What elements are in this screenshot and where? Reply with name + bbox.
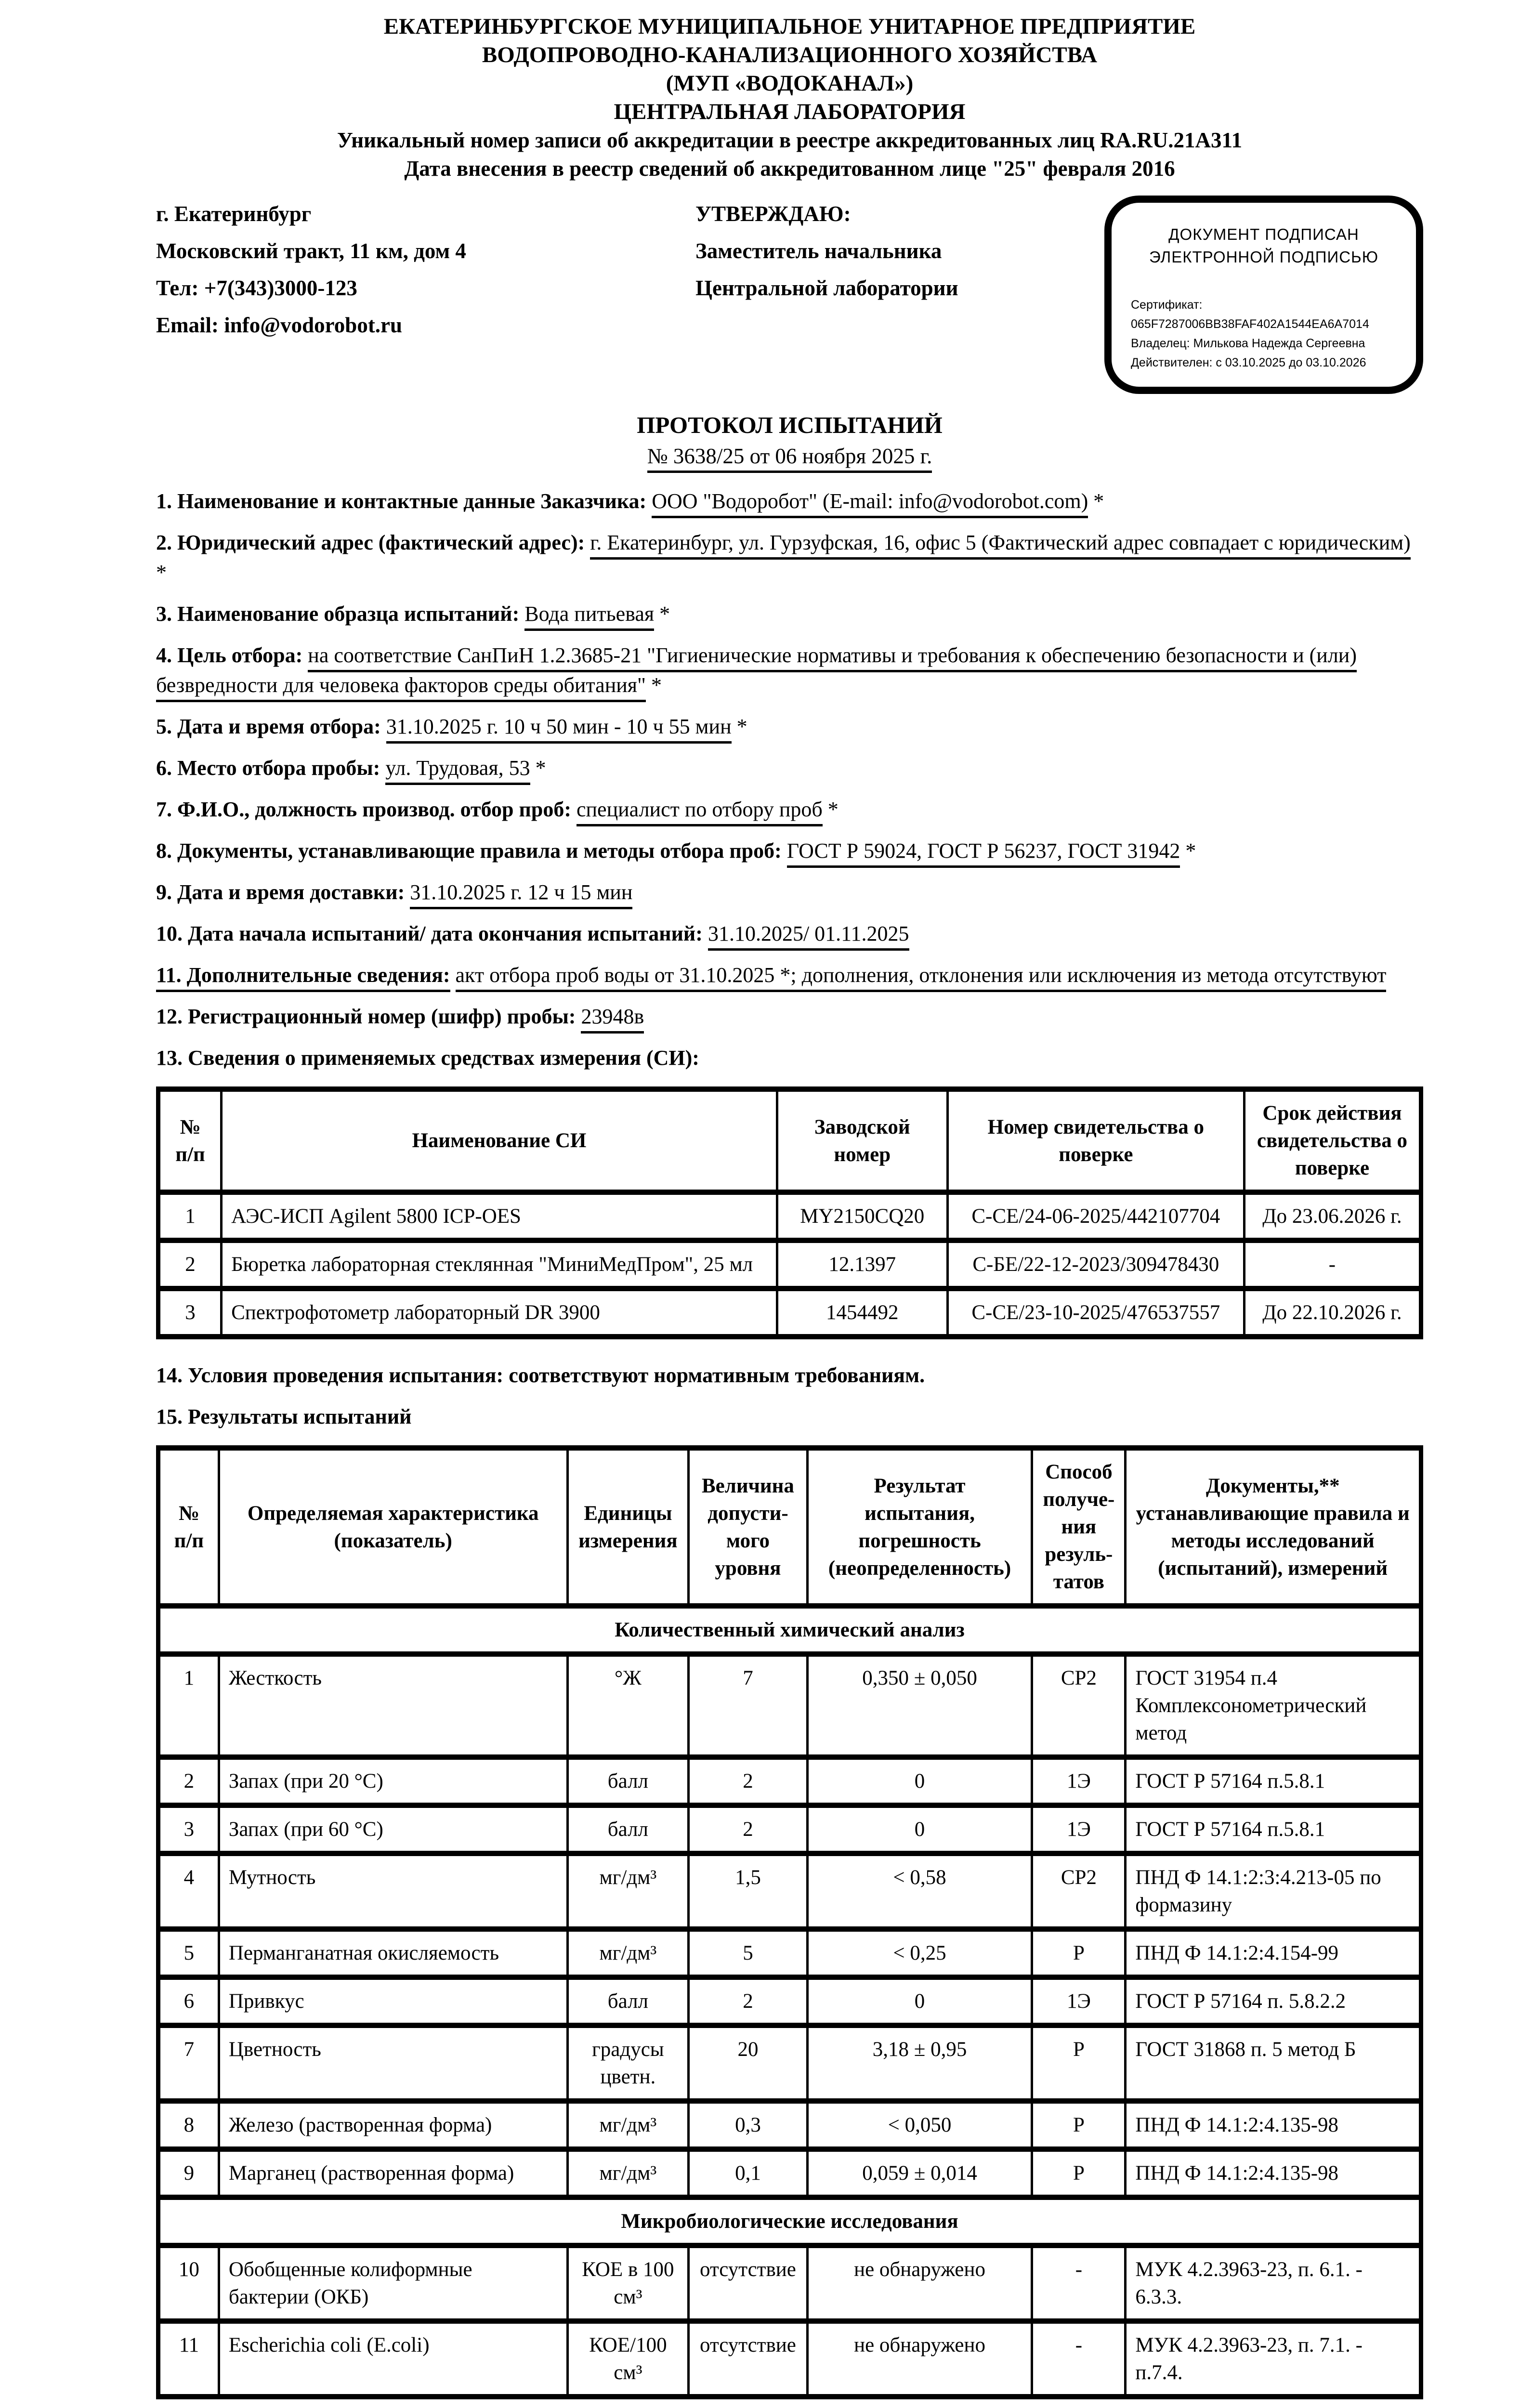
table-cell: балл [567,1806,689,1854]
column-header: Определяемая характеристика (показатель) [219,1448,567,1606]
table-cell: МУК 4.2.3963-23, п. 6.1. - 6.3.3. [1126,2246,1421,2321]
numbered-item [156,795,1423,824]
item-label: 5. Дата и время отбора: [156,715,381,738]
asterisk: * [822,798,839,821]
table-cell: 0 [807,1806,1032,1854]
asterisk: * [1180,839,1196,863]
item-value: ООО "Водоробот" (E-mail: info@vodorobot.com) [652,489,1088,518]
numbered-item [156,753,1423,783]
numbered-item [156,712,1423,742]
table-cell: Escherichia coli (E.coli) [219,2321,567,2397]
table-cell: отсутствие [689,2321,807,2397]
table-cell: градусы цветн. [567,2026,689,2101]
header-row [158,1448,1421,1606]
table-cell: СР2 [1032,1854,1126,1929]
title-block [156,410,1423,472]
org-name-line-2: ВОДОПРОВОДНО-КАНАЛИЗАЦИОННОГО ХОЗЯЙСТВА [482,42,1098,67]
table-cell: Бюретка лабораторная стеклянная "МиниМедПром", 25 мл [222,1241,777,1289]
section-row [158,2198,1421,2246]
contact-email: Email: info@vodorobot.ru [156,313,403,337]
table-cell: не обнаружено [807,2321,1032,2397]
table-cell: - [1032,2246,1126,2321]
table-cell: - [1244,1241,1421,1289]
top-info-row [156,196,1423,394]
table-cell: < 0,58 [807,1854,1032,1929]
item-value: 31.10.2025/ 01.11.2025 [708,922,909,951]
table-cell: Запах (при 20 °С) [219,1757,567,1806]
table-cell: Марганец (растворенная форма) [219,2149,567,2198]
table-cell: 4 [158,1854,219,1929]
table-cell: Обобщенные колиформные бактерии (ОКБ) [219,2246,567,2321]
table-row [158,1192,1421,1241]
column-header: Срок действия свидетельства о поверке [1244,1089,1421,1192]
item-value: г. Екатеринбург, ул. Гурзуфская, 16, офис 5 (Фактический адрес совпадает с юридическим) [590,531,1410,560]
table-cell: ПНД Ф 14.1:2:4.135-98 [1126,2149,1421,2198]
table-cell: 1Э [1032,1757,1126,1806]
table-cell: 0,3 [689,2101,807,2149]
column-header: Единицы измерения [567,1448,689,1606]
contact-city: г. Екатеринбург [156,202,312,226]
table-cell: 10 [158,2246,219,2321]
stamp-certificate: Сертификат: 065F7287006BB38FAF402A1544EA6A7014 [1131,298,1369,331]
numbered-item [156,836,1423,866]
asterisk: * [156,561,167,584]
asterisk: * [654,602,670,626]
table-cell: 1 [158,1654,219,1757]
approval-block [695,196,1061,307]
table-cell: 12.1397 [777,1241,947,1289]
numbered-item [156,1043,1423,1073]
item-label: 12. Регистрационный номер (шифр) пробы: [156,1005,576,1028]
si-table [156,1086,1423,1339]
item-label: 6. Место отбора пробы: [156,756,380,780]
stamp-title-line-1: ДОКУМЕНТ ПОДПИСАН [1168,225,1359,243]
item-value: ул. Трудовая, 53 [385,756,530,785]
item-label: 7. Ф.И.О., должность производ. отбор проб: [156,798,571,821]
table-cell: 2 [158,1757,219,1806]
table-cell: 20 [689,2026,807,2101]
header-row [158,1089,1421,1192]
table-cell: ПНД Ф 14.1:2:4.135-98 [1126,2101,1421,2149]
results-table-body [158,1606,1421,2397]
table-cell: Р [1032,2026,1126,2101]
table-cell: 0,059 ± 0,014 [807,2149,1032,2198]
asterisk: * [731,715,747,738]
table-cell: Жесткость [219,1654,567,1757]
item-value: на соответствие СанПиН 1.2.3685-21 "Гигиенические нормативы и требования к обеспечению безопасности и (или) безвредности для человека факторов среды обитания" [156,643,1357,702]
item-value: 31.10.2025 г. 10 ч 50 мин - 10 ч 55 мин [386,715,732,744]
table-cell: 8 [158,2101,219,2149]
table-cell: До 22.10.2026 г. [1244,1289,1421,1337]
asterisk: * [1088,489,1104,513]
item-label: 9. Дата и время доставки: [156,880,405,904]
table-cell: < 0,25 [807,1929,1032,1977]
item-label: 13. Сведения о применяемых средствах измерения (СИ): [156,1046,699,1070]
table-row [158,1977,1421,2026]
table-cell: 3 [158,1289,222,1337]
table-cell: 1,5 [689,1854,807,1929]
table-cell: ГОСТ 31954 п.4 Комплексонометрический метод [1126,1654,1421,1757]
table-cell: ГОСТ Р 57164 п.5.8.1 [1126,1806,1421,1854]
table-cell: °Ж [567,1654,689,1757]
table-cell: мг/дм³ [567,2101,689,2149]
item-value: Вода питьевая [524,602,654,631]
column-header: Документы,** устанавливающие правила и методы исследований (испытаний), измерений [1126,1448,1421,1606]
table-cell: СР2 [1032,1654,1126,1757]
table-row [158,1241,1421,1289]
table-cell: мг/дм³ [567,2149,689,2198]
item-label: 2. Юридический адрес (фактический адрес): [156,531,585,554]
accreditation-line-1: Уникальный номер записи об аккредитации в реестре аккредитованных лиц RA.RU.21A311 [337,128,1243,152]
table-cell: 11 [158,2321,219,2397]
results-table-head [158,1448,1421,1606]
table-cell: 6 [158,1977,219,2026]
item-label: 15. Результаты испытаний [156,1405,412,1428]
table-cell: 2 [689,1977,807,2026]
table-cell: 3,18 ± 0,95 [807,2026,1032,2101]
table-cell: 0,1 [689,2149,807,2198]
column-header: № п/п [158,1448,219,1606]
table-cell: - [1032,2321,1126,2397]
table-cell: 1Э [1032,1977,1126,2026]
table-row [158,2026,1421,2101]
table-cell: Железо (растворенная форма) [219,2101,567,2149]
asterisk: * [530,756,546,780]
table-cell: 3 [158,1806,219,1854]
approval-title: УТВЕРЖДАЮ: [695,202,851,226]
section-title: Микробиологические исследования [158,2198,1421,2246]
table-cell: 7 [158,2026,219,2101]
table-cell: Цветность [219,2026,567,2101]
protocol-number: № 3638/25 от 06 ноября 2025 г. [156,440,1423,472]
laboratory-contact-block [156,196,695,344]
column-header: Величина допусти-мого уровня [689,1448,807,1606]
table-row [158,2246,1421,2321]
table-cell: МУК 4.2.3963-23, п. 7.1. - п.7.4. [1126,2321,1421,2397]
table-cell: С-СЕ/23-10-2025/476537557 [947,1289,1244,1337]
org-name-line-4: ЦЕНТРАЛЬНАЯ ЛАБОРАТОРИЯ [614,99,966,124]
table-row [158,2321,1421,2397]
numbered-item [156,641,1423,700]
column-header: Наименование СИ [222,1089,777,1192]
table-row [158,1929,1421,1977]
accreditation-line-2: Дата внесения в реестр сведений об аккредитованном лице "25" февраля 2016 [404,157,1175,181]
table-cell: КОЕ в 100 см³ [567,2246,689,2321]
electronic-signature-stamp [1104,196,1423,394]
item-label: 1. Наименование и контактные данные Заказчика: [156,489,647,513]
org-name-line-3: (МУП «ВОДОКАНАЛ») [666,71,914,96]
stamp-details [1131,295,1397,372]
table-cell: До 23.06.2026 г. [1244,1192,1421,1241]
stamp-owner: Владелец: Милькова Надежда Сергеевна [1131,337,1365,350]
item-label: 3. Наименование образца испытаний: [156,602,520,626]
table-cell: MY2150CQ20 [777,1192,947,1241]
item-label: 4. Цель отбора: [156,643,303,667]
table-cell: < 0,050 [807,2101,1032,2149]
table-cell: 0,350 ± 0,050 [807,1654,1032,1757]
contact-phone: Тел: +7(343)3000-123 [156,276,357,300]
numbered-item [156,877,1423,907]
numbered-item [156,599,1423,629]
table-row [158,1289,1421,1337]
table-row [158,1854,1421,1929]
table-cell: 0 [807,1757,1032,1806]
table-cell: 1454492 [777,1289,947,1337]
table-cell: 1Э [1032,1806,1126,1854]
table-cell: 5 [689,1929,807,1977]
table-cell: С-СЕ/24-06-2025/442107704 [947,1192,1244,1241]
table-cell: 2 [689,1806,807,1854]
table-cell: 7 [689,1654,807,1757]
item-label: 11. Дополнительные сведения: [156,963,450,992]
table-cell: 2 [158,1241,222,1289]
items-section-top [156,486,1423,1073]
table-cell: мг/дм³ [567,1854,689,1929]
numbered-item [156,960,1423,990]
protocol-title: ПРОТОКОЛ ИСПЫТАНИЙ [637,412,943,438]
column-header: Способ получе-ния резуль-татов [1032,1448,1126,1606]
stamp-title-line-2: ЭЛЕКТРОННОЙ ПОДПИСЬЮ [1149,248,1379,266]
table-cell: Запах (при 60 °С) [219,1806,567,1854]
table-cell: Р [1032,2101,1126,2149]
si-table-head [158,1089,1421,1192]
item-value: соответствуют нормативным требованиям. [509,1363,925,1387]
contact-address: Московский тракт, 11 км, дом 4 [156,239,466,263]
table-cell: мг/дм³ [567,1929,689,1977]
item-value: акт отбора проб воды от 31.10.2025 *; дополнения, отклонения или исключения из метода отсутствуют [456,963,1387,992]
table-row [158,1654,1421,1757]
section-row [158,1606,1421,1654]
organization-header [156,13,1423,183]
numbered-item [156,1402,1423,1432]
numbered-item [156,528,1423,588]
table-row [158,2101,1421,2149]
si-table-body [158,1192,1421,1337]
numbered-item [156,1361,1423,1390]
table-cell: ПНД Ф 14.1:2:3:4.213-05 по формазину [1126,1854,1421,1929]
results-table [156,1445,1423,2399]
table-row [158,1806,1421,1854]
table-cell: ПНД Ф 14.1:2:4.154-99 [1126,1929,1421,1977]
item-value: 23948в [581,1005,644,1034]
table-cell: Мутность [219,1854,567,1929]
asterisk: * [646,673,662,697]
table-row [158,2149,1421,2198]
table-cell: КОЕ/100 см³ [567,2321,689,2397]
table-row [158,1757,1421,1806]
item-value: ГОСТ Р 59024, ГОСТ Р 56237, ГОСТ 31942 [787,839,1180,868]
item-label: 8. Документы, устанавливающие правила и методы отбора проб: [156,839,782,863]
table-cell: АЭС-ИСП Agilent 5800 ICP-OES [222,1192,777,1241]
org-name-line-1: ЕКАТЕРИНБУРГСКОЕ МУНИЦИПАЛЬНОЕ УНИТАРНОЕ ПРЕДПРИЯТИЕ [383,14,1196,39]
table-cell: Спектрофотометр лабораторный DR 3900 [222,1289,777,1337]
table-cell: 0 [807,1977,1032,2026]
table-cell: не обнаружено [807,2246,1032,2321]
table-cell: 9 [158,2149,219,2198]
column-header: Номер свидетельства о поверке [947,1089,1244,1192]
table-cell: Р [1032,1929,1126,1977]
stamp-validity: Действителен: с 03.10.2025 до 03.10.2026 [1131,356,1366,369]
table-cell: Привкус [219,1977,567,2026]
item-label: 10. Дата начала испытаний/ дата окончания испытаний: [156,922,703,945]
stamp-title [1131,223,1397,268]
table-cell: ГОСТ 31868 п. 5 метод Б [1126,2026,1421,2101]
item-value: 31.10.2025 г. 12 ч 15 мин [410,880,632,909]
section-title: Количественный химический анализ [158,1606,1421,1654]
column-header: Результат испытания, погрешность (неопределенность) [807,1448,1032,1606]
table-cell: балл [567,1757,689,1806]
table-cell: ГОСТ Р 57164 п.5.8.1 [1126,1757,1421,1806]
numbered-item [156,1002,1423,1032]
table-cell: 5 [158,1929,219,1977]
table-cell: 1 [158,1192,222,1241]
table-cell: 2 [689,1757,807,1806]
item-value: специалист по отбору проб [577,798,823,826]
table-cell: С-БЕ/22-12-2023/309478430 [947,1241,1244,1289]
table-cell: ГОСТ Р 57164 п. 5.8.2.2 [1126,1977,1421,2026]
table-cell: Р [1032,2149,1126,2198]
approval-position-line-2: Центральной лаборатории [695,276,958,300]
table-cell: балл [567,1977,689,2026]
item-label: 14. Условия проведения испытания: [156,1363,504,1387]
numbered-item [156,486,1423,516]
table-cell: отсутствие [689,2246,807,2321]
approval-position-line-1: Заместитель начальника [695,239,942,263]
items-section-bottom [156,1361,1423,1432]
table-cell: Перманганатная окисляемость [219,1929,567,1977]
column-header: Заводской номер [777,1089,947,1192]
numbered-item [156,919,1423,949]
column-header: № п/п [158,1089,222,1192]
